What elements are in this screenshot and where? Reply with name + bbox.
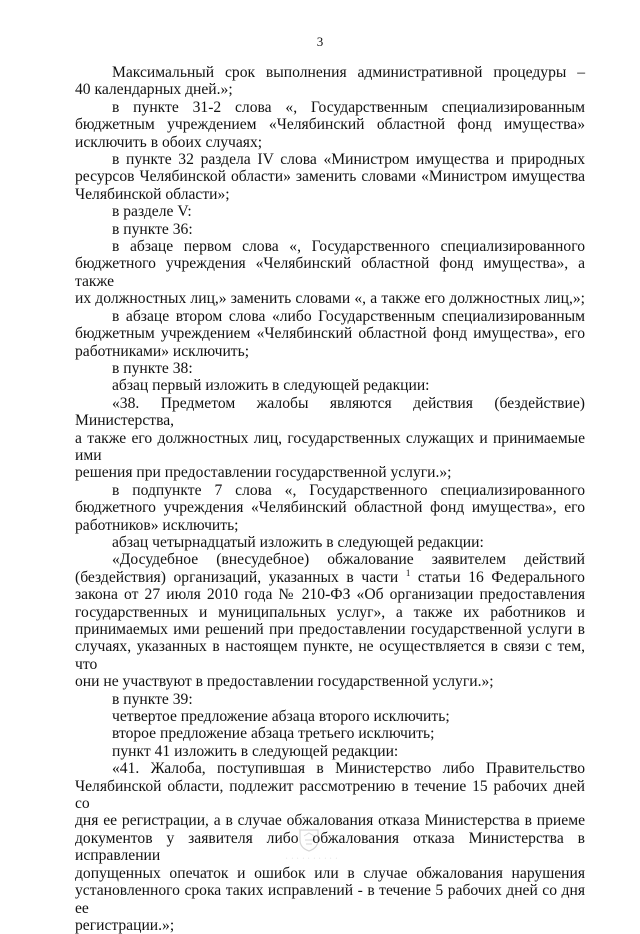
- line-part: статьи 16 Федерального: [417, 568, 585, 586]
- paragraph-line: в подпункте 7 слова «, Государственного специализированного: [112, 481, 585, 499]
- paragraph-line: «38. Предметом жалобы являются действия (бездействие) Министерства,: [75, 394, 585, 430]
- paragraph-line: дня ее регистрации, а в случае обжалования отказа Министерства в приеме: [75, 812, 585, 830]
- paragraph-line: абзац четырнадцатый изложить в следующей редакции:: [112, 533, 484, 551]
- paragraph-line: в разделе V:: [112, 203, 192, 221]
- paragraph-line: регистрации.»;: [75, 916, 175, 934]
- paragraph-line: Максимальный срок выполнения административной процедуры –: [112, 64, 585, 81]
- paragraph-line: работниками» исключить;: [75, 342, 250, 360]
- paragraph-line: документов у заявителя либо обжалования отказа Министерства в исправлении: [75, 829, 585, 865]
- paragraph-line: допущенных опечаток и ошибок или в случае обжалования нарушения: [75, 864, 585, 882]
- paragraph-line: бюджетного учреждения «Челябинский областной фонд имущества», его: [75, 499, 585, 517]
- paragraph-line: Челябинской области»;: [75, 185, 230, 203]
- paragraph-line: бюджетным учреждением «Челябинский областной фонд имущества», его: [75, 325, 585, 343]
- paragraph-line: в пункте 32 раздела IV слова «Министром имущества и природных: [112, 151, 585, 169]
- paragraph-line: в абзаце первом слова «, Государственного специализированного: [112, 238, 585, 256]
- paragraph-line: «Досудебное (внесудебное) обжалование заявителем действий: [112, 551, 585, 569]
- paragraph-line: работников» исключить;: [75, 516, 239, 534]
- paragraph-line: бюджетного учреждения «Челябинский областной фонд имущества», а также: [75, 255, 585, 290]
- paragraph-line: а также его должностных лиц, государственных служащих и принимаемые ими: [75, 429, 585, 464]
- superscript: 1: [405, 567, 411, 578]
- paragraph-line: в абзаце втором слова «либо Государственным специализированным: [112, 307, 585, 325]
- document-body: [75, 64, 585, 934]
- paragraph-line: в пункте 38:: [112, 359, 193, 377]
- paragraph-line: их должностных лиц,» заменить словами «, а также его должностных лиц,»;: [75, 290, 585, 308]
- paragraph-line: бюджетным учреждением «Челябинский областной фонд имущества»: [75, 116, 585, 134]
- paragraph-line: принимаемых ими решений при предоставлении государственной услуги в: [75, 621, 585, 638]
- coat-of-arms-watermark-icon: [298, 828, 320, 852]
- paragraph-line: абзац первый изложить в следующей редакции:: [112, 377, 430, 395]
- paragraph-line: в пункте 31-2 слова «, Государственным специализированным: [112, 98, 585, 116]
- paragraph-line: второе предложение абзаца третьего исключить;: [112, 725, 435, 743]
- paragraph-line: ресурсов Челябинской области» заменить словами «Министром имущества: [75, 168, 585, 186]
- paragraph-line: установленного срока таких исправлений - в течение 5 рабочих дней со дня ее: [75, 882, 585, 917]
- line-part: (бездействия) организаций, указанных в части: [75, 568, 399, 586]
- paragraph-line: в пункте 36:: [112, 220, 193, 238]
- paragraph-line: в пункте 39:: [112, 690, 193, 708]
- paragraph-line: пункт 41 изложить в следующей редакции:: [112, 742, 399, 760]
- paragraph-line: исключить в обоих случаях;: [75, 133, 263, 151]
- paragraph-line: закона от 27 июля 2010 года № 210-ФЗ «Об организации предоставления: [75, 586, 585, 604]
- paragraph-line: решения при предоставлении государственной услуги.»;: [75, 464, 452, 482]
- paragraph-line: четвертое предложение абзаца второго исключить;: [112, 708, 450, 726]
- paragraph-line: 40 календарных дней.»;: [75, 81, 233, 99]
- page-number: 3: [316, 34, 324, 49]
- paragraph-line: [75, 569, 585, 586]
- watermark-caption: · · · · · · · · · ·: [285, 856, 339, 862]
- paragraph-line: государственных и муниципальных услуг», а также их работников и: [75, 603, 585, 621]
- paragraph-line: «41. Жалоба, поступившая в Министерство либо Правительство: [112, 760, 585, 778]
- paragraph-line: они не участвуют в предоставлении государственной услуги.»;: [75, 673, 494, 691]
- paragraph-line: Челябинской области, подлежит рассмотрению в течение 15 рабочих дней со: [75, 777, 585, 813]
- paragraph-line: случаях, указанных в настоящем пункте, не осуществляется в связи с тем, что: [75, 638, 585, 673]
